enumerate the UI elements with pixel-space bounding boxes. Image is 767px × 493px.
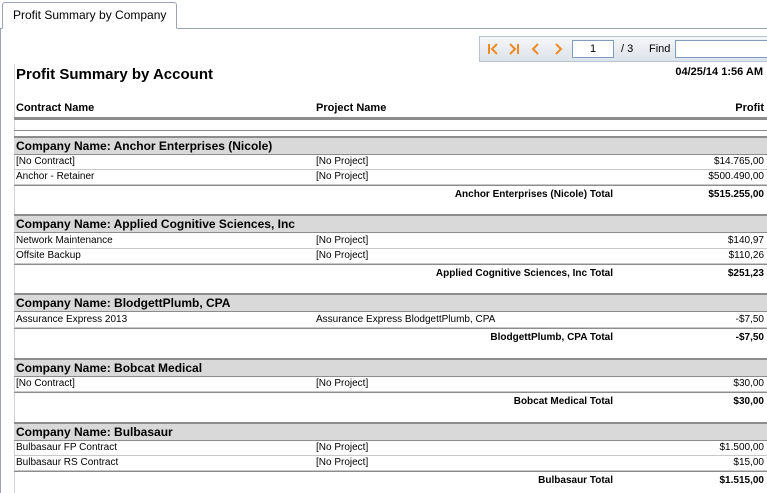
report-toolbar (479, 36, 767, 62)
table-row (14, 248, 767, 264)
project-cell: [No Project] (316, 156, 369, 167)
last-page-icon (507, 42, 521, 56)
first-page-icon (486, 42, 500, 56)
previous-page-icon (529, 42, 543, 56)
next-page-button[interactable] (551, 42, 565, 56)
column-header-project: Project Name (316, 102, 387, 114)
tab-bar (0, 0, 767, 29)
project-cell: [No Project] (316, 442, 369, 453)
group-total-row (14, 471, 767, 487)
project-cell: [No Project] (316, 235, 369, 246)
group-header: Company Name: Bulbasaur (14, 422, 767, 441)
contract-cell: Anchor - Retainer (16, 171, 95, 182)
table-row (14, 440, 767, 456)
group-header: Company Name: Bobcat Medical (14, 358, 767, 377)
profit-cell: $30,00 (733, 378, 764, 389)
contract-cell: Bulbasaur FP Contract (16, 442, 117, 453)
contract-cell: Network Maintenance (16, 235, 113, 246)
last-page-button[interactable] (507, 42, 521, 56)
contract-cell: Assurance Express 2013 (16, 314, 128, 325)
group-total-label: Anchor Enterprises (Nicole) Total (454, 189, 613, 200)
page-total: / 3 (621, 43, 634, 55)
profit-cell: $1.500,00 (719, 442, 764, 453)
group-total-value: $251,23 (727, 268, 764, 279)
find-input[interactable] (675, 40, 767, 58)
profit-cell: $500.490,00 (708, 171, 764, 182)
project-cell: [No Project] (316, 250, 369, 261)
previous-page-button[interactable] (529, 42, 543, 56)
table-row (14, 312, 767, 328)
group-total-row (14, 328, 767, 344)
next-page-icon (551, 42, 565, 56)
column-header-contract: Contract Name (16, 102, 95, 114)
group-total-value: $1.515,00 (719, 475, 764, 486)
group-total-label: Bobcat Medical Total (513, 396, 613, 407)
project-cell: [No Project] (316, 457, 369, 468)
group-total-row (14, 185, 767, 201)
table-row (14, 154, 767, 170)
group-total-row (14, 264, 767, 280)
report-date: 04/25/14 1:56 AM (675, 66, 763, 78)
find-label: Find (649, 43, 671, 55)
profit-cell: $140,97 (727, 235, 764, 246)
profit-cell: -$7,50 (735, 314, 764, 325)
page-number-input[interactable] (572, 40, 614, 58)
column-header-profit: Profit (735, 102, 764, 114)
profit-cell: $110,26 (728, 250, 764, 261)
divider (14, 130, 767, 131)
profit-cell: $15,00 (733, 457, 764, 468)
first-page-button[interactable] (486, 42, 500, 56)
group-total-value: $515.255,00 (708, 189, 764, 200)
contract-cell: Offsite Backup (16, 250, 81, 261)
column-headers (14, 100, 767, 120)
profit-cell: $14.765,00 (713, 156, 764, 167)
group-total-label: Bulbasaur Total (538, 475, 613, 486)
contract-cell: [No Contract] (16, 378, 75, 389)
group-total-label: BlodgettPlumb, CPA Total (490, 332, 613, 343)
group-header: Company Name: Anchor Enterprises (Nicole) (14, 136, 767, 155)
group-header: Company Name: BlodgettPlumb, CPA (14, 293, 767, 312)
project-cell: [No Project] (316, 378, 369, 389)
group-total-value: $30,00 (733, 396, 764, 407)
group-total-label: Applied Cognitive Sciences, Inc Total (435, 268, 613, 279)
project-cell: [No Project] (316, 171, 369, 182)
group-header: Company Name: Applied Cognitive Sciences, Inc (14, 214, 767, 233)
group-total-row (14, 392, 767, 408)
group-total-value: -$7,50 (735, 332, 764, 343)
project-cell: Assurance Express BlodgettPlumb, CPA (316, 314, 496, 325)
table-row (14, 169, 767, 185)
report-title: Profit Summary by Account (16, 66, 213, 83)
tab-profit-summary[interactable]: Profit Summary by Company (2, 2, 177, 29)
table-row (14, 376, 767, 392)
contract-cell: Bulbasaur RS Contract (16, 457, 119, 468)
table-row (14, 455, 767, 471)
contract-cell: [No Contract] (16, 156, 75, 167)
table-row (14, 233, 767, 249)
